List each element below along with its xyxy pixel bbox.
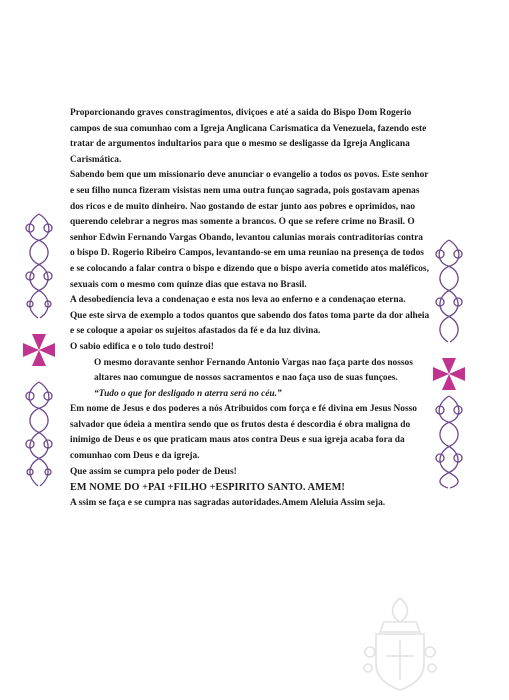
paragraph: A desobediencia leva a condenaçao e esta nos leva ao enferno e a condenaçao eterna. — [70, 295, 406, 306]
right-scroll-ornament — [428, 210, 470, 490]
paragraph: Que assim se cumpra pelo poder de Deus! — [70, 466, 237, 477]
cross-pattee-icon — [23, 334, 55, 366]
closing-line: A ssim se faça e se cumpra nas sagradas autoridades.Amem Aleluia Assim seja. — [70, 497, 386, 508]
invocation: EM NOME DO +PAI +FILHO +ESPIRITO SANTO. AMEM! — [70, 482, 345, 494]
paragraph: Proporcionando graves constragimentos, diviçoes e até a saida do Bispo Dom Rogerio campos de sua comunhao com a Igreja Anglicana Carismatica da Venezuela, fazendo este tratar de argumentos indultarios para que o mesmo se desligasse da Igreja Anglicana Carismática. — [70, 108, 427, 165]
paragraph: O mesmo doravante senhor Fernando Antonio Vargas nao faça parte dos nossos altares nao comungue de nossos sacramentos e nao faça uso de suas funçoes. — [94, 357, 413, 384]
paragraph: Que este sirva de exemplo a todos quantos que sabendo dos fatos toma parte da dor alheia e se coloque a apoiar os sujeitos afastados da fé e da luz divina. — [70, 310, 430, 337]
paragraph: Sabendo bem que um missionario deve anunciar o evangelio a todos os povos. Este senhor e seu filho nunca fizeram visistas nem uma outra funçao sagrada, pois gostavam apenas dos ricos e de muito dinheiro. Nao gostando de estar junto aos pobres e oprimidos, nao querendo celebrar a negros mas somente a brancos. O que se refere crime no Brasil. O senhor Edwin Fernando Vargas Obando, levantou calunias morais contraditorias contra o bispo D. Rogerio Ribeiro Campos, levantando-se em uma reuniao na presença de todos e se colocando a falar contra o bispo e dizendo que o bispo averia cometido atos maléficos, sexuais com o mesmo com quinze dias que estava no Brasil. — [70, 170, 429, 290]
paragraph: Em nome de Jesus e dos poderes a nós Atribuidos com força e fé divina em Jesus Nosso salvador que ódeia a mentira sendo que os frutos desta é descordia é obra maligna do inimigo de Deus e os que praticam maus atos contra Deus e sua igreja acaba fora da comunhao com Deus e da igreja. — [70, 404, 417, 462]
paragraph: O sabio edifica e o tolo tudo destroi! — [70, 341, 214, 352]
left-scroll-ornament — [18, 210, 60, 490]
quote: “Tudo o que for desligado n aterra será no céu.” — [94, 388, 282, 399]
document-body — [70, 106, 430, 511]
episcopal-seal-icon — [360, 592, 440, 692]
cross-pattee-icon — [433, 358, 465, 390]
